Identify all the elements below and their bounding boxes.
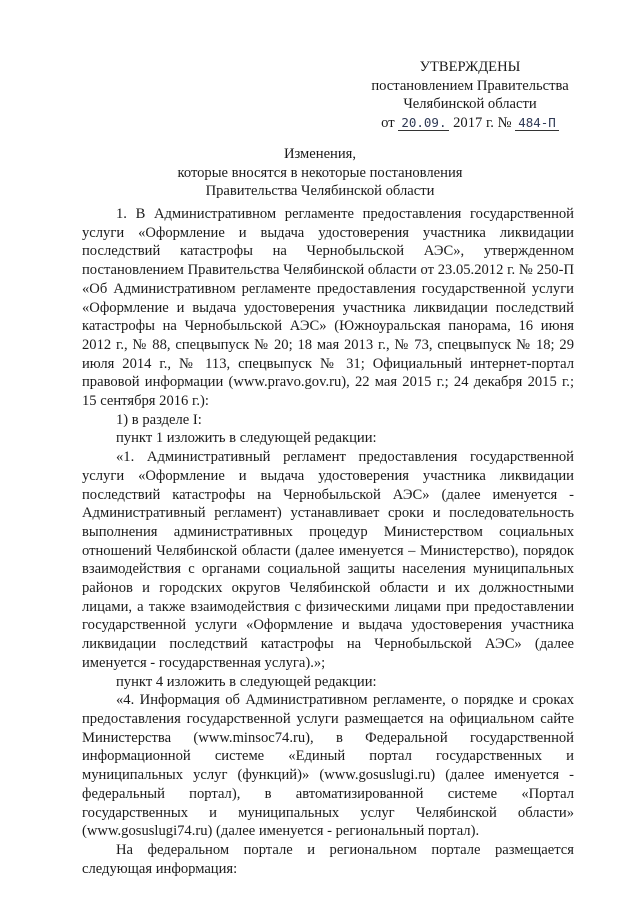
approval-year: 2017 г. №: [453, 114, 512, 131]
approval-region: Челябинской области: [403, 96, 537, 112]
paragraph: 1. В Административном регламенте предоставления государственной услуги «Оформление и выдача удостоверения участника ликвидации последствий катастрофы на Чернобыльской АЭС», утвержденном постановлением Правительства Челябинской области от 23.05.2012 г. № 250-П «Об Административном регламенте предоставления государственной услуги «Оформление и выдача удостоверения участника ликвидации последствий катастрофы на Чернобыльской АЭС» (Южноуральская панорама, 16 июня 2012 г., № 88, спецвыпуск № 20; 18 мая 2013 г., № 73, спецвыпуск № 18; 29 июля 2014 г., № 113, спецвыпуск № 31; Официальный интернет-портал правовой информации (www.pravo.gov.ru), 22 мая 2015 г.; 24 декабря 2015 г.; 15 сентября 2016 г.):: [82, 206, 574, 410]
approval-resolution: постановлением Правительства: [371, 77, 569, 94]
paragraph: пункт 1 изложить в следующей редакции:: [116, 430, 377, 447]
approval-date-prefix: от: [381, 114, 395, 131]
paragraph: На федеральном портале и региональном портале размещается следующая информация:: [82, 841, 574, 877]
document-title: [0, 145, 640, 201]
approval-heading: УТВЕРЖДЕНЫ: [419, 59, 521, 75]
paragraph: «4. Информация об Административном регламенте, о порядке и сроках предоставления государственной услуги размещается на официальном сайте Министерства (www.minsoc74.ru), в Федеральной государственной информационной системе «Единый портал государственных и муниципальных услуг (функций)» (www.gosuslugi.ru) (далее именуется - федеральный портал), в автоматизированной системе «Портал государственных и муниципальных услуг Челябинской области» (www.gosuslugi74.ru) (далее именуется - региональный портал).: [82, 692, 574, 840]
title-line-3: Правительства Челябинской области: [205, 183, 435, 199]
approval-date-line: [370, 114, 570, 133]
approval-number-handwritten: 484-П: [515, 116, 559, 131]
approval-block: [370, 58, 570, 132]
title-line-2: которые вносятся в некоторые постановления: [177, 164, 463, 181]
title-line-1: Изменения,: [283, 146, 357, 162]
paragraph: пункт 4 изложить в следующей редакции:: [116, 673, 377, 690]
approval-date-handwritten: 20.09.: [398, 116, 449, 131]
paragraph: «1. Административный регламент предоставления государственной услуги «Оформление и выдача удостоверения участника ликвидации последствий катастрофы на Чернобыльской АЭС» (далее именуется - Административный регламент) устанавливает сроки и последовательность выполнения административных процедур Министерством социальных отношений Челябинской области (далее именуется – Министерство), порядок взаимодействия с органами социальной защиты населения муниципальных районов и городских округов Челябинской области и их должностными лицами, а также взаимодействия с физическими лицами при предоставлении государственной услуги «Оформление и выдача удостоверения участника ликвидации последствий катастрофы на Чернобыльской АЭС» (далее именуется - государственная услуга).»;: [82, 449, 574, 671]
document-body: [82, 205, 574, 878]
paragraph: 1) в разделе I:: [116, 411, 202, 428]
